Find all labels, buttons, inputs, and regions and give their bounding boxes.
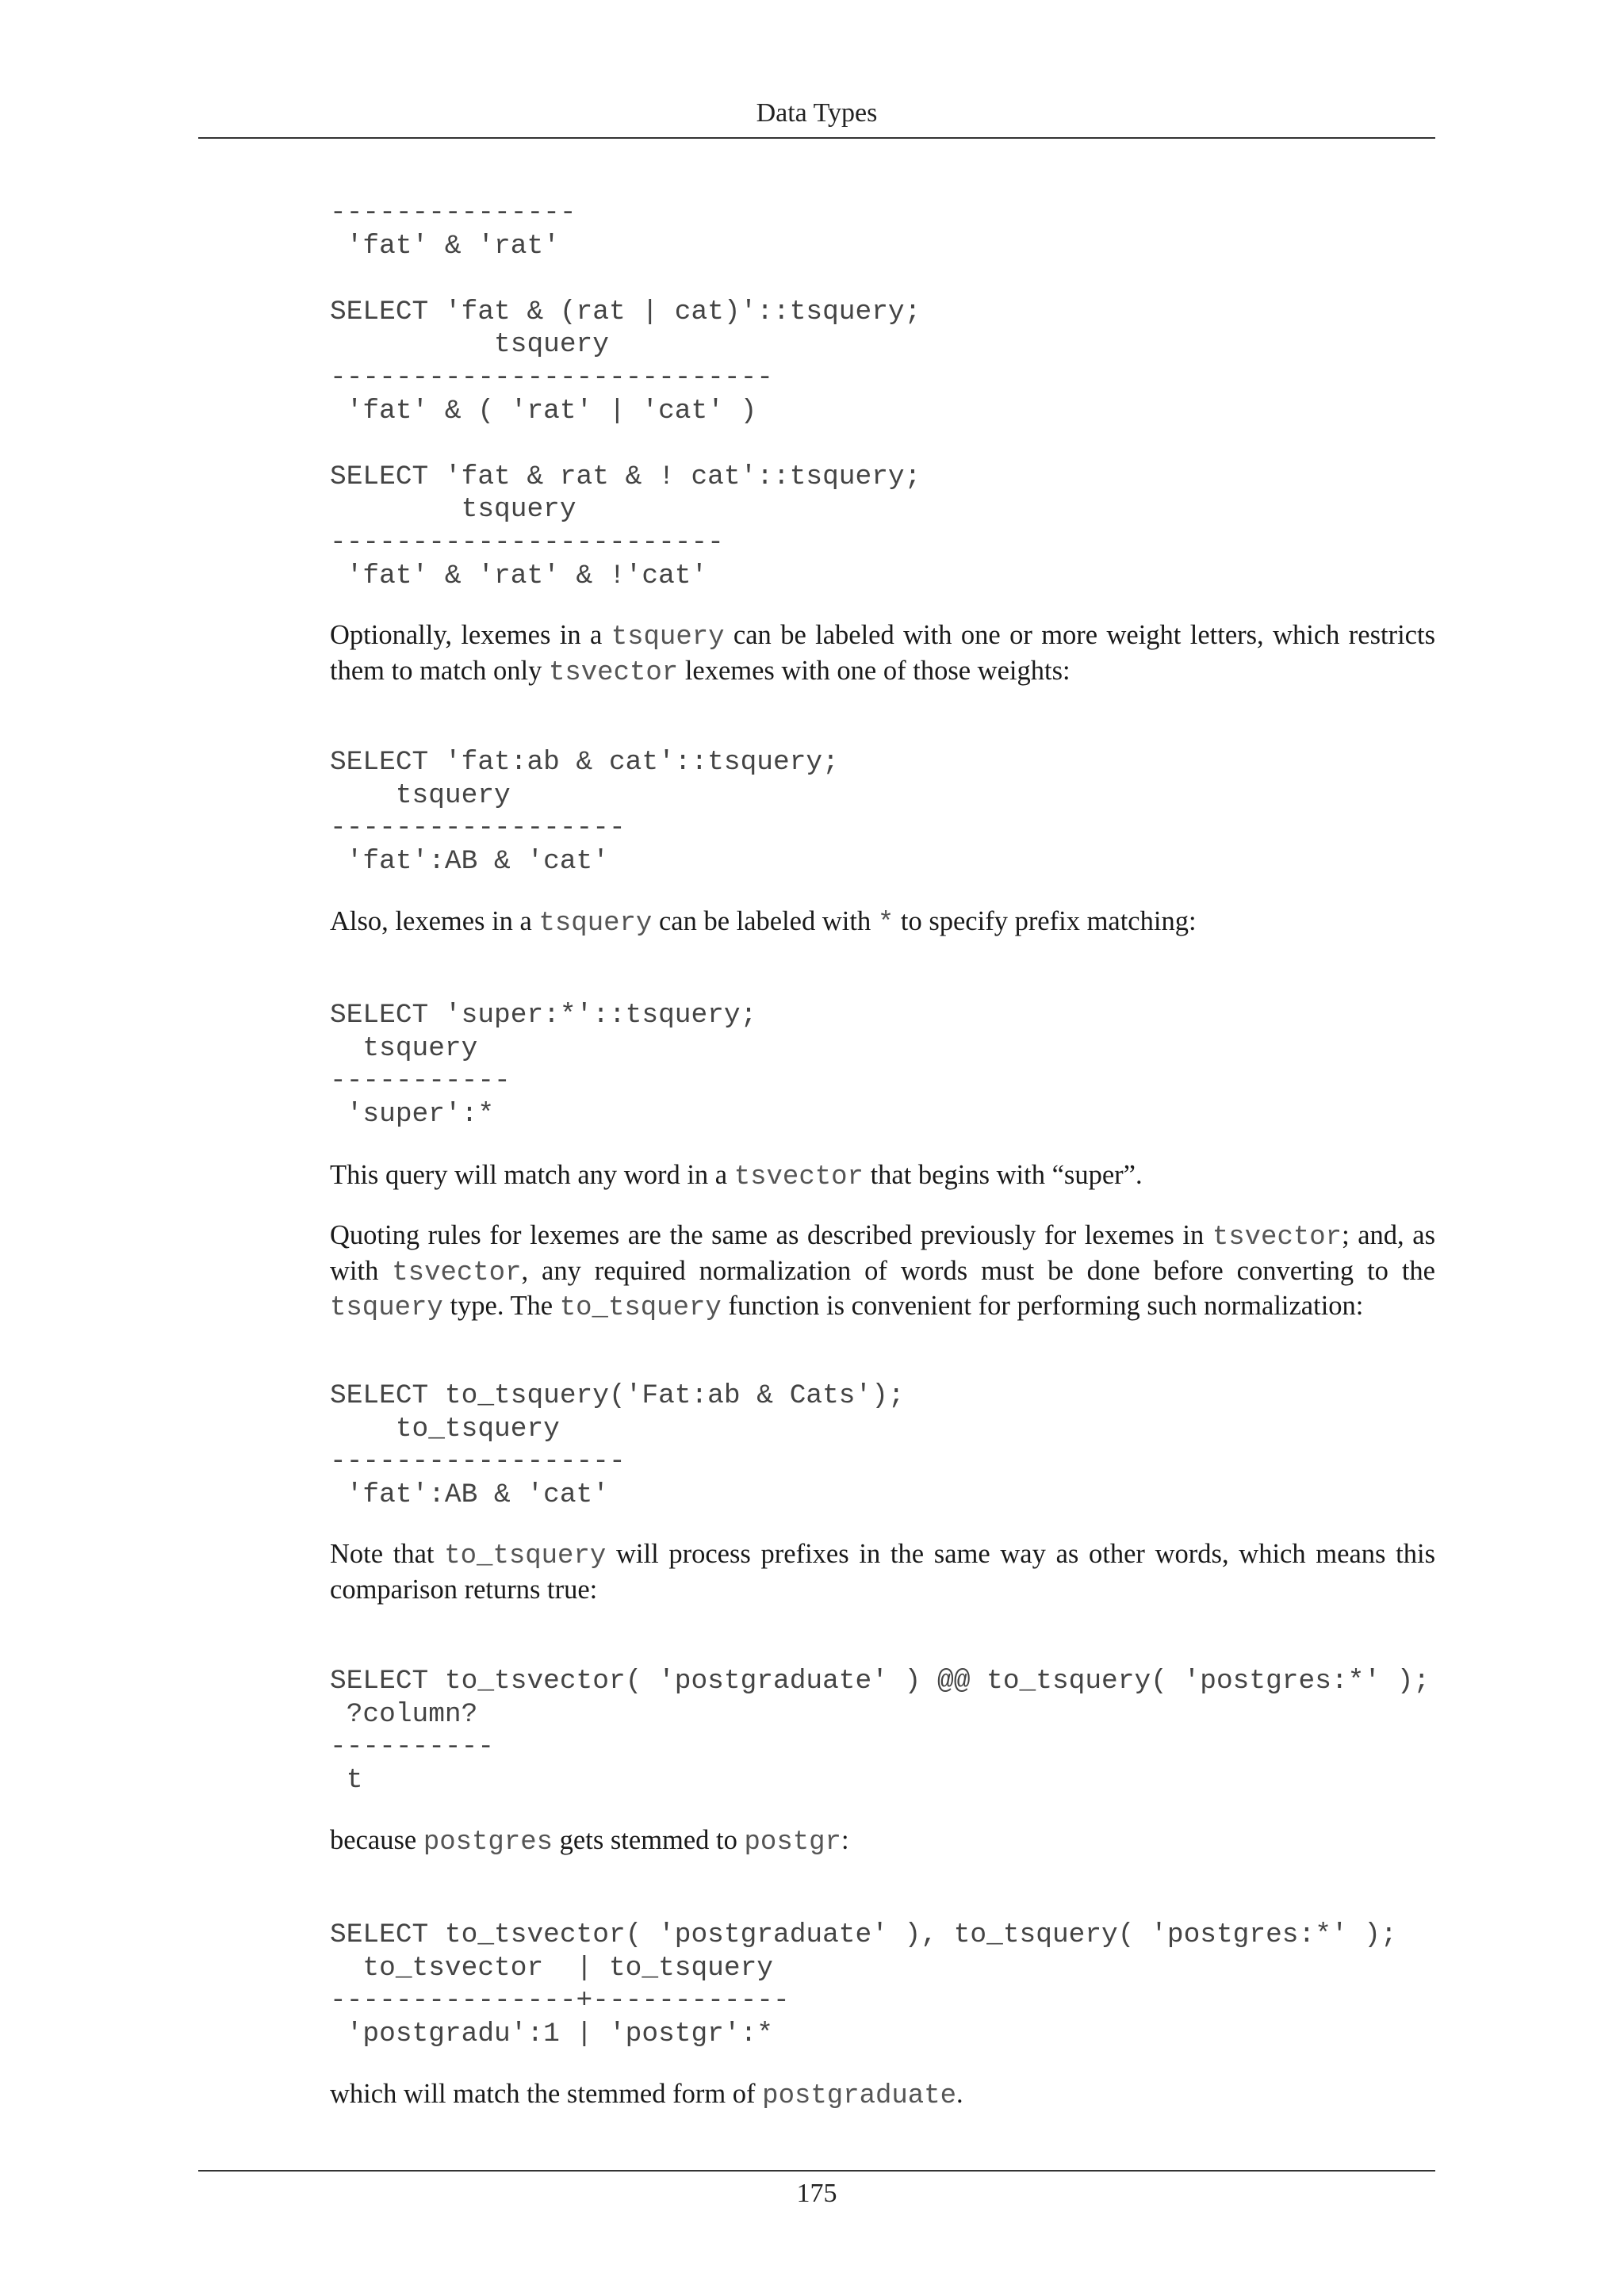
code-block-stemmed-forms: SELECT to_tsvector( 'postgraduate' ), to_tsquery( 'postgres:*' ); to_tsvector | to_tsquery ---------------+------------ 'postgradu':1 | 'postgr':* — [330, 1919, 1397, 2049]
paragraph-prefix-matching: Also, lexemes in a tsquery can be labeled with * to specify prefix matching: — [330, 906, 1197, 939]
page-header-title: Data Types — [756, 98, 878, 128]
page-number: 175 — [796, 2179, 837, 2208]
header-divider — [198, 137, 1435, 139]
paragraph-match-super: This query will match any word in a tsvector that begins with “super”. — [330, 1160, 1143, 1192]
paragraph-quoting-rules: Quoting rules for lexemes are the same as described previously for lexemes in tsvector; and, as with tsvector, any required normalization of words must be done before converting to the tsquery type. The to_tsquery function is convenient for performing such normalization: — [330, 1220, 1436, 1324]
paragraph-note-prefixes: Note that to_tsquery will process prefixes in the same way as other words, which means this comparison returns true: — [330, 1539, 1436, 1605]
code-block-tsquery-basic: --------------- 'fat' & 'rat' SELECT 'fat & (rat | cat)'::tsquery; tsquery --------------------------- 'fat' & ( 'rat' | 'cat' ) SELECT 'fat & rat & ! cat'::tsquery; tsquery ------------------------ 'fat' & 'rat' & !'cat' — [330, 197, 921, 591]
paragraph-stemmed-form-match: which will match the stemmed form of postgraduate. — [330, 2079, 963, 2111]
code-block-to-tsquery: SELECT to_tsquery('Fat:ab & Cats'); to_tsquery ------------------ 'fat':AB & 'cat' — [330, 1380, 905, 1510]
code-block-weight-labels: SELECT 'fat:ab & cat'::tsquery; tsquery ------------------ 'fat':AB & 'cat' — [330, 747, 839, 877]
paragraph-stemmed: because postgres gets stemmed to postgr: — [330, 1825, 849, 1858]
code-block-prefix-comparison: SELECT to_tsvector( 'postgraduate' ) @@ to_tsquery( 'postgres:*' ); ?column? ---------- t — [330, 1666, 1431, 1796]
code-block-prefix: SELECT 'super:*'::tsquery; tsquery ----------- 'super':* — [330, 1000, 757, 1130]
paragraph-weight-letters: Optionally, lexemes in a tsquery can be labeled with one or more weight letters, which restricts them to match only tsvector lexemes with one of those weights: — [330, 620, 1435, 688]
footer-divider — [198, 2170, 1435, 2172]
